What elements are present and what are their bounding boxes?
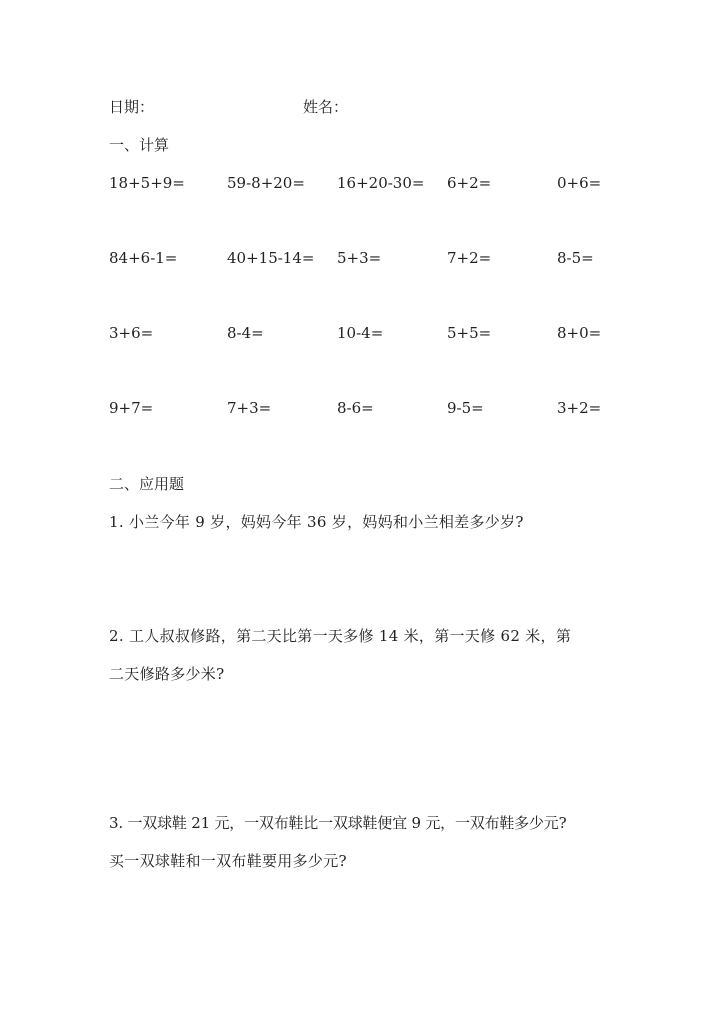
problem: 9-5= xyxy=(447,399,484,417)
problem: 10-4= xyxy=(337,324,384,342)
word-problem-3-line-2: 买一双球鞋和一双布鞋要用多少元? xyxy=(109,852,347,870)
problem: 16+20-30= xyxy=(337,174,425,192)
problem: 9+7= xyxy=(109,399,154,417)
problem: 8-6= xyxy=(337,399,374,417)
problem: 59-8+20= xyxy=(227,174,305,192)
section-calculation-title: 一、计算 xyxy=(109,136,170,154)
section-word-problems-title: 二、应用题 xyxy=(109,475,185,493)
word-problem-3-line-1: 3. 一双球鞋 21 元，一双布鞋比一双球鞋便宜 9 元，一双布鞋多少元? xyxy=(109,814,567,832)
date-label: 日期： xyxy=(109,98,155,116)
problem: 18+5+9= xyxy=(109,174,185,192)
problem: 7+2= xyxy=(447,249,492,267)
name-label: 姓名： xyxy=(303,98,349,116)
word-problem-2-line-2: 二天修路多少米? xyxy=(109,665,225,683)
word-problem-2-line-1: 2. 工人叔叔修路，第二天比第一天多修 14 米，第一天修 62 米，第 xyxy=(109,627,572,645)
problem: 3+6= xyxy=(109,324,154,342)
problem: 84+6-1= xyxy=(109,249,178,267)
problem: 8-4= xyxy=(227,324,264,342)
problem: 6+2= xyxy=(447,174,492,192)
problem: 8-5= xyxy=(557,249,594,267)
problem: 8+0= xyxy=(557,324,602,342)
problem: 0+6= xyxy=(557,174,602,192)
problem: 7+3= xyxy=(227,399,272,417)
problem: 3+2= xyxy=(557,399,602,417)
problem: 5+5= xyxy=(447,324,492,342)
word-problem-1: 1. 小兰今年 9 岁，妈妈今年 36 岁，妈妈和小兰相差多少岁? xyxy=(109,513,524,531)
problem: 40+15-14= xyxy=(227,249,315,267)
problem: 5+3= xyxy=(337,249,382,267)
